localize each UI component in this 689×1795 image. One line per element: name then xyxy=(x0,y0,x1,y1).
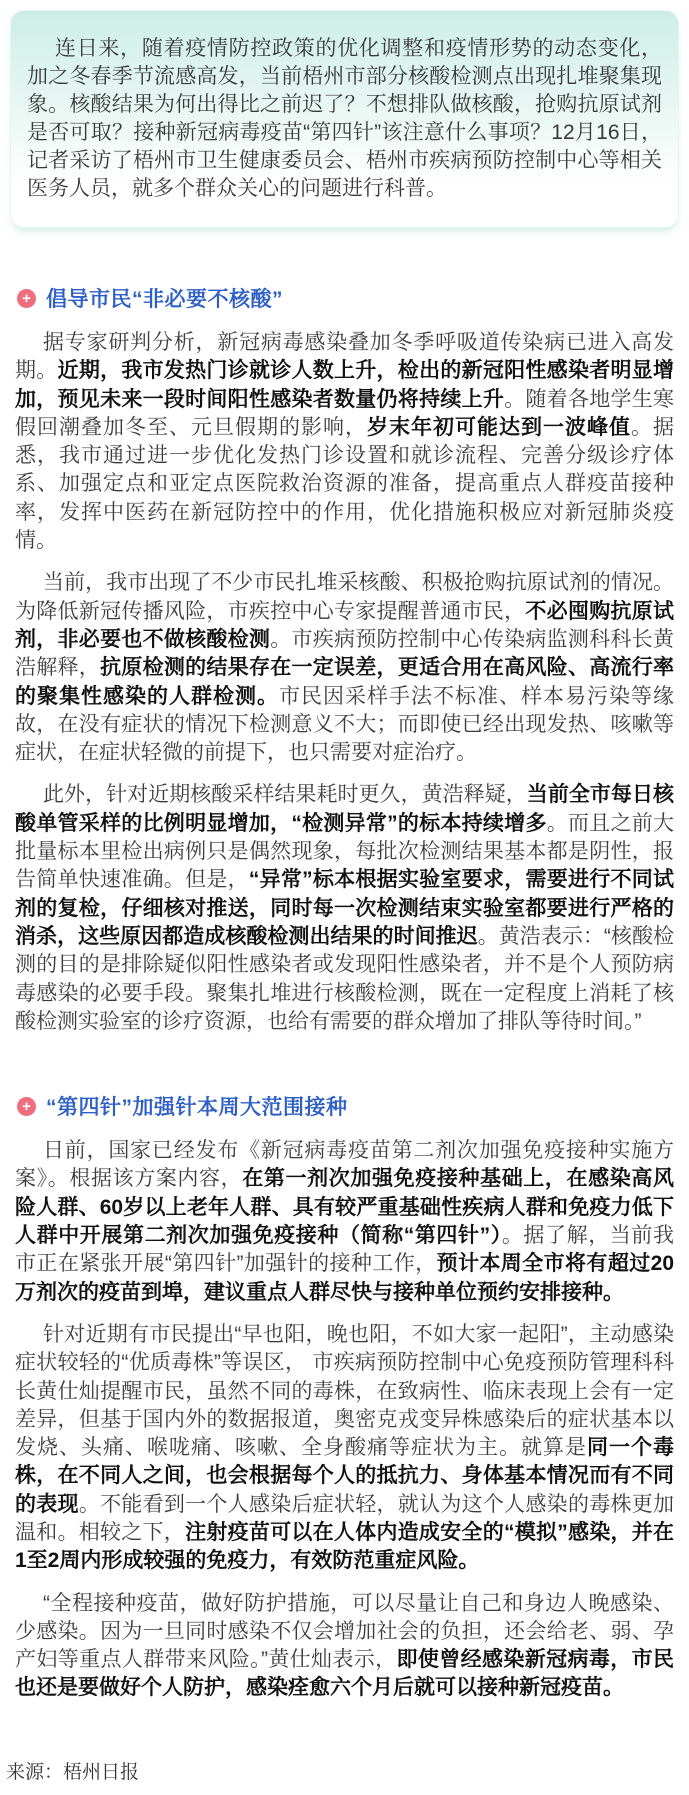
article-paragraph xyxy=(15,569,674,767)
text-segment: 。而且之前大批量标本里检出病例只是偶然现象，每批次检测结果基本都是阴性，报告简单快速准确。但是， xyxy=(15,811,675,892)
bold-text-segment: 即使曾经感染新冠病毒，市民也还是要做好个人防护，感染痊愈六个月后就可以接种新冠疫苗。 xyxy=(15,1648,674,1700)
plus-circle-icon: + xyxy=(17,1097,36,1116)
bold-text-segment: 不必囤购抗原试剂，非必要也不做核酸检测 xyxy=(15,599,675,651)
bold-text-segment: 在第一剂次加强免疫接种基础上，在感染高风险人群、60岁以上老年人群、具有较严重基础性疾病人群和免疫力低下人群中开展第二剂次加强免疫接种（简称“第四针”） xyxy=(15,1167,675,1248)
text-segment: 。不能看到一个人感染后症状轻，就认为这个人感染的毒株更加温和。相较之下， xyxy=(15,1492,675,1544)
text-segment: 。市疾病预防控制中心传染病监测科科长黄浩解释， xyxy=(15,627,675,680)
text-segment: 日前，国家已经发布《新冠病毒疫苗第二剂次加强免疫接种实施方案》。根据该方案内容， xyxy=(15,1139,674,1191)
source-line: 来源：梧州日报 xyxy=(6,1761,140,1783)
intro-paragraph: 连日来，随着疫情防控政策的优化调整和疫情形势的动态变化，加之冬春季节流感高发，当前梧州市部分核酸检测点出现扎堆聚集现象。核酸结果为何出得比之前迟了？不想排队做核酸，抢购抗原试剂是否可取？接种新冠病毒疫苗“第四针”该注意什么事项？12月16日，记者采访了梧州市卫生健康委员会、梧州市疾病预防控制中心等相关医务人员，就多个群众关心的问题进行科普。 xyxy=(27,37,662,200)
text-segment: 针对近期有市民提出“早也阳，晚也阳，不如大家一起阳”，主动感染症状较轻的“优质毒株”等误区， 市疾病预防控制中心免疫预防管理科科长黄仕灿提醒市民，虽然不同的毒株，在致病性、临床表现上会有一定差异，但基于国内外的数据报道，奥密克戎变异株感染后的症状基本以发烧、头痛、喉咙痛、咳嗽、全身酸痛等症状为主。就算是 xyxy=(15,1322,674,1460)
text-segment: 。黄浩表示：“核酸检测的目的是排除疑似阳性感染者或发现阳性感染者，并不是个人预防病毒感染的必要手段。聚集扎堆进行核酸检测，既在一定程度上消耗了核酸检测实验室的诊疗资源，也给有需要的群众增加了排队等待时间。” xyxy=(15,924,675,1033)
text-segment: 。据了解，当前我市正在紧张开展“第四针”加强针的接种工作， xyxy=(15,1224,675,1276)
section-1 xyxy=(15,283,674,1036)
section-title: “第四针”加强针本周大范围接种 xyxy=(46,1096,348,1120)
article-paragraph xyxy=(15,781,674,1036)
article-paragraph xyxy=(15,1590,674,1703)
article-paragraph xyxy=(15,1321,674,1576)
bold-text-segment: 当前全市每日核酸单管采样的比例明显增加，“检测异常”的标本持续增多 xyxy=(15,783,675,835)
article-paragraph xyxy=(15,329,674,555)
text-segment: 市民因采样手法不标准、样本易污染等缘故，在没有症状的情况下检测意义不大；而即使已经出现发热、咳嗽等症状，在症状轻微的前提下，也只需要对症治疗。 xyxy=(15,684,674,765)
section-2 xyxy=(15,1091,674,1703)
section-header xyxy=(17,1091,674,1121)
section-header xyxy=(17,283,674,313)
section-title: 倡导市民“非必要不核酸” xyxy=(46,288,283,311)
bold-text-segment: “异常”标本根据实验室要求，需要进行不同试剂的复检，仔细核对推送，同时每一次检测结束实验室都要进行严格的消杀，这些原因都造成核酸检测出结果的时间推迟 xyxy=(15,868,675,948)
article-body xyxy=(0,283,689,1703)
text-segment: 当前，我市出现了不少市民扎堆采核酸、积极抢购抗原试剂的情况。为降低新冠传播风险，市疾控中心专家提醒普通市民， xyxy=(15,571,674,623)
bold-text-segment: 近期，我市发热门诊就诊人数上升，检出的新冠阳性感染者明显增加，预见未来一段时间阳性感染者数量仍将持续上升 xyxy=(15,359,675,411)
bold-text-segment: 同一个毒株，在不同人之间，也会根据每个人的抵抗力、身体基本情况而有不同的表现 xyxy=(15,1436,674,1516)
bold-text-segment: 注射疫苗可以在人体内造成安全的“模拟”感染，并在1至2周内形成较强的免疫力，有效防范重症风险。 xyxy=(15,1520,675,1573)
intro-card xyxy=(10,10,679,228)
article-paragraph xyxy=(15,1137,674,1307)
bold-text-segment: 预计本周全市将有超过20万剂次的疫苗到埠，建议重点人群尽快与接种单位预约安排接种。 xyxy=(15,1252,674,1304)
plus-circle-icon: + xyxy=(17,289,36,308)
text-segment: “全程接种疫苗，做好防护措施，可以尽量让自己和身边人晚感染、少感染。因为一旦同时感染不仅会增加社会的负担，还会给老、弱、孕产妇等重点人群带来风险。”黄仕灿表示， xyxy=(15,1591,674,1672)
text-segment: 。据悉，我市通过进一步优化发热门诊设置和就诊流程、完善分级诊疗体系、加强定点和亚定点医院救治资源的准备，提高重点人群疫苗接种率，发挥中医药在新冠防控中的作用，优化措施积极应对新冠肺炎疫情。 xyxy=(15,415,674,553)
text-segment: 据专家研判分析，新冠病毒感染叠加冬季呼吸道传染病已进入高发期。 xyxy=(15,331,674,383)
bold-text-segment: 岁末年初可能达到一波峰值 xyxy=(367,415,631,439)
text-segment: 此外，针对近期核酸采样结果耗时更久，黄浩释疑， xyxy=(43,783,527,807)
text-segment: 。随着各地学生寒假回潮叠加冬至、元旦假期的影响， xyxy=(15,387,675,439)
bold-text-segment: 抗原检测的结果存在一定误差，更适合用在高风险、高流行率的聚集性感染的人群检测。 xyxy=(15,656,675,708)
